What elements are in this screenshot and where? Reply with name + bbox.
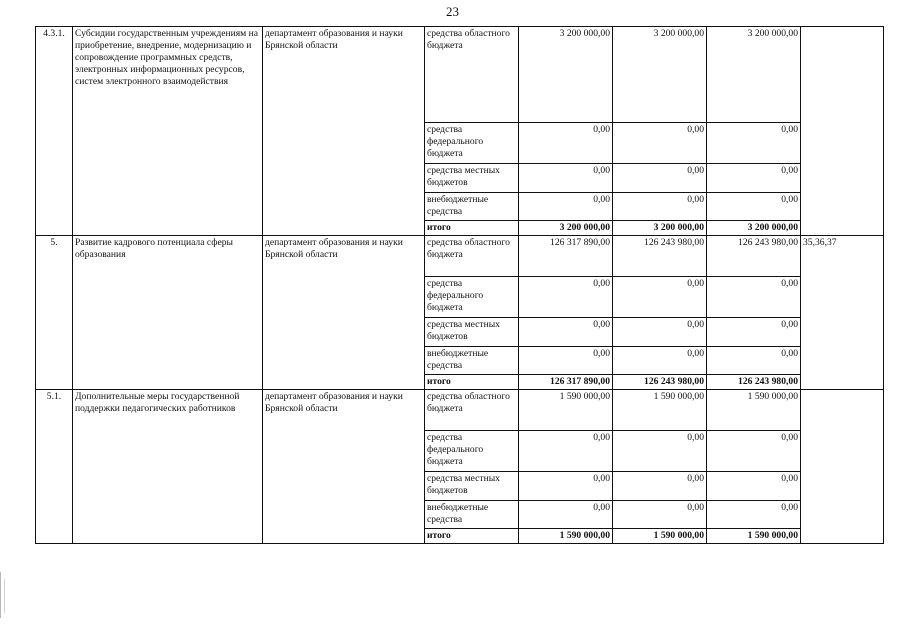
executor: департамент образования и науки Брянской области — [263, 390, 425, 544]
total-year-2: 126 243 980,00 — [613, 375, 707, 390]
amount-year-2: 126 243 980,00 — [613, 236, 707, 277]
row-code: 5.1. — [36, 390, 73, 544]
amount-year-1: 0,00 — [519, 164, 613, 193]
amount-year-1: 3 200 000,00 — [519, 27, 613, 123]
amount-year-2: 0,00 — [613, 472, 707, 501]
funding-source: средства областного бюджета — [425, 236, 519, 277]
funding-source: средства областного бюджета — [425, 27, 519, 123]
indicator-ref — [801, 390, 884, 544]
total-year-3: 3 200 000,00 — [707, 221, 801, 236]
executor: департамент образования и науки Брянской области — [263, 236, 425, 390]
amount-year-2: 0,00 — [613, 347, 707, 375]
amount-year-2: 0,00 — [613, 123, 707, 164]
funding-source-total: итого — [425, 221, 519, 236]
amount-year-1: 0,00 — [519, 193, 613, 221]
funding-source: внебюджетные средства — [425, 501, 519, 529]
amount-year-2: 0,00 — [613, 164, 707, 193]
indicator-ref: 35,36,37 — [801, 236, 884, 390]
total-year-1: 1 590 000,00 — [519, 529, 613, 544]
funding-source-total: итого — [425, 529, 519, 544]
funding-source: средства федерального бюджета — [425, 123, 519, 164]
amount-year-3: 0,00 — [707, 164, 801, 193]
amount-year-3: 0,00 — [707, 431, 801, 472]
amount-year-1: 0,00 — [519, 501, 613, 529]
total-year-2: 1 590 000,00 — [613, 529, 707, 544]
amount-year-2: 0,00 — [613, 193, 707, 221]
amount-year-1: 0,00 — [519, 431, 613, 472]
measure-name: Развитие кадрового потенциала сферы образования — [73, 236, 263, 390]
funding-source: внебюджетные средства — [425, 193, 519, 221]
amount-year-1: 0,00 — [519, 277, 613, 318]
amount-year-3: 0,00 — [707, 277, 801, 318]
measure-name: Субсидии государственным учреждениям на приобретение, внедрение, модернизацию и сопровождение программных средств, электронных информационных ресурсов, систем электронного взаимодействия — [73, 27, 263, 236]
scan-margin-line — [4, 579, 5, 613]
executor: департамент образования и науки Брянской области — [263, 27, 425, 236]
table-row — [36, 27, 884, 123]
table-row — [36, 390, 884, 431]
amount-year-3: 126 243 980,00 — [707, 236, 801, 277]
amount-year-3: 0,00 — [707, 193, 801, 221]
amount-year-1: 0,00 — [519, 472, 613, 501]
total-year-2: 3 200 000,00 — [613, 221, 707, 236]
amount-year-1: 0,00 — [519, 123, 613, 164]
amount-year-3: 0,00 — [707, 472, 801, 501]
total-year-3: 1 590 000,00 — [707, 529, 801, 544]
page-number: 23 — [446, 4, 459, 19]
amount-year-2: 1 590 000,00 — [613, 390, 707, 431]
funding-source: средства местных бюджетов — [425, 472, 519, 501]
amount-year-3: 0,00 — [707, 347, 801, 375]
funding-source: средства местных бюджетов — [425, 164, 519, 193]
amount-year-1: 1 590 000,00 — [519, 390, 613, 431]
amount-year-1: 0,00 — [519, 347, 613, 375]
amount-year-2: 0,00 — [613, 318, 707, 347]
funding-source: средства местных бюджетов — [425, 318, 519, 347]
funding-source-total: итого — [425, 375, 519, 390]
amount-year-1: 0,00 — [519, 318, 613, 347]
amount-year-2: 0,00 — [613, 431, 707, 472]
row-code: 4.3.1. — [36, 27, 73, 236]
total-year-1: 3 200 000,00 — [519, 221, 613, 236]
table-row — [36, 236, 884, 277]
funding-source: средства областного бюджета — [425, 390, 519, 431]
measure-name: Дополнительные меры государственной поддержки педагогических работников — [73, 390, 263, 544]
indicator-ref — [801, 27, 884, 236]
scan-margin-line — [0, 572, 1, 618]
funding-source: средства федерального бюджета — [425, 277, 519, 318]
funding-source: внебюджетные средства — [425, 347, 519, 375]
amount-year-3: 0,00 — [707, 318, 801, 347]
funding-source: средства федерального бюджета — [425, 431, 519, 472]
row-code: 5. — [36, 236, 73, 390]
amount-year-2: 3 200 000,00 — [613, 27, 707, 123]
total-year-1: 126 317 890,00 — [519, 375, 613, 390]
amount-year-1: 126 317 890,00 — [519, 236, 613, 277]
amount-year-2: 0,00 — [613, 277, 707, 318]
total-year-3: 126 243 980,00 — [707, 375, 801, 390]
amount-year-3: 0,00 — [707, 501, 801, 529]
amount-year-3: 3 200 000,00 — [707, 27, 801, 123]
budget-table — [35, 26, 884, 544]
amount-year-2: 0,00 — [613, 501, 707, 529]
amount-year-3: 1 590 000,00 — [707, 390, 801, 431]
amount-year-3: 0,00 — [707, 123, 801, 164]
